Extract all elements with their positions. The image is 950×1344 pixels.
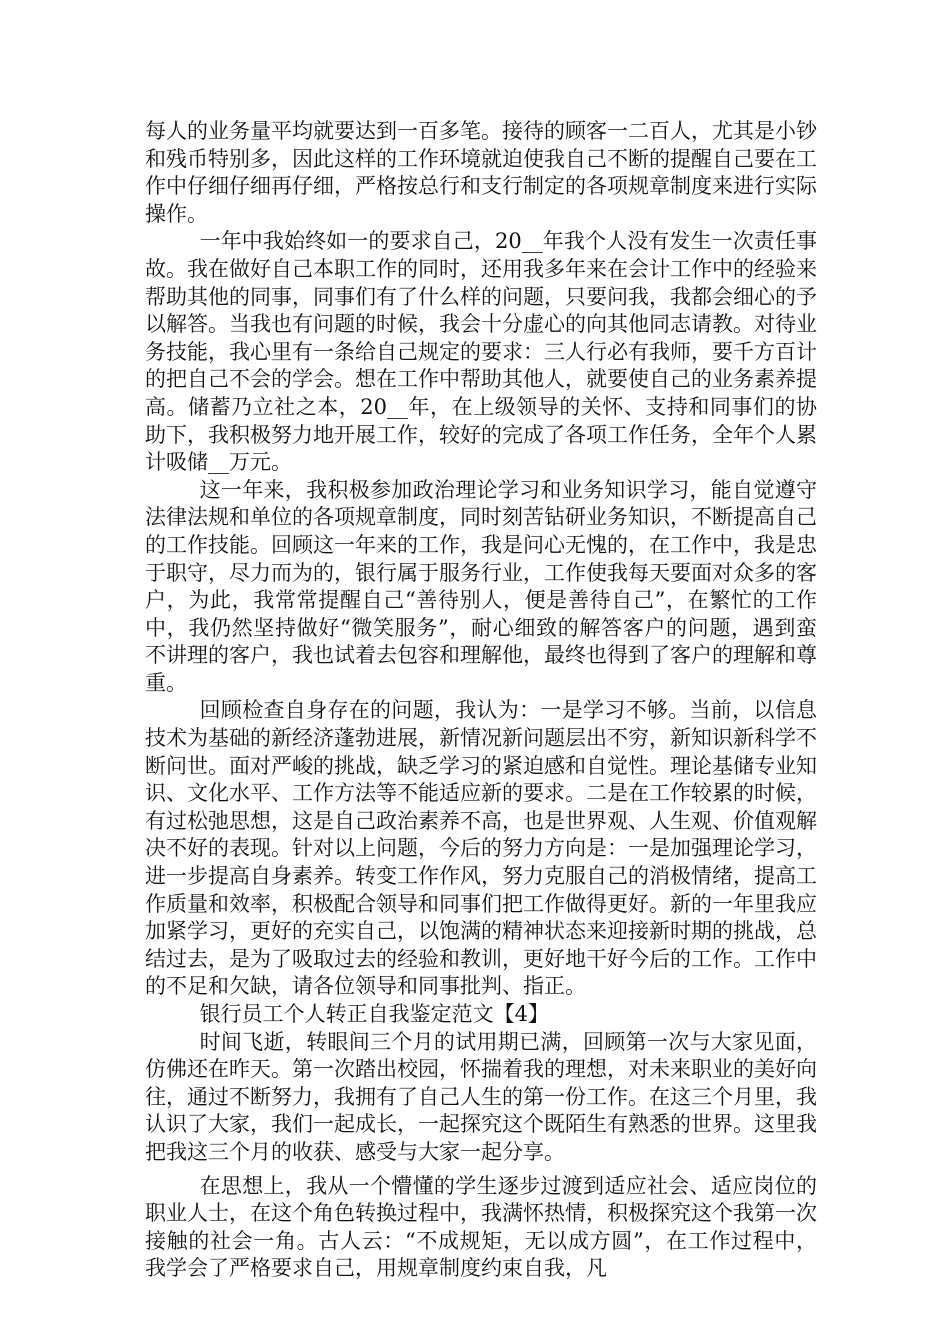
section-heading: 银行员工个人转正自我鉴定范文【4】 [199, 1002, 549, 1026]
paragraph-thinking: 在思想上，我从一个懵懂的学生逐步过渡到适应社会、适应岗位的职业人士，在这个角色转换过程中，我满怀热情，积极探究这个我第一次接触的社会一角。古人云：“不成规矩，无以成方圆”，在工作过程中，我学会了严格要求自己，用规章制度约束自我，凡 [145, 1173, 817, 1281]
paragraph-year-review: 这一年来，我积极参加政治理论学习和业务知识学习，能自觉遵守法律法规和单位的各项规章制度，同时刻苦钻研业务知识，不断提高自己的工作技能。回顾这一年来的工作，我是问心无愧的，在工作中，我是忠于职守，尽力而为的，银行属于服务行业，工作使我每天要面对众多的客户，为此，我常常提醒自己“善待别人，便是善待自己”，在繁忙的工作中，我仍然坚持做好“微笑服务”，耐心细致的解答客户的问题，遇到蛮不讲理的客户，我也试着去包容和理解他，最终也得到了客户的理解和尊重。 [145, 477, 817, 695]
paragraph-self-problems: 回顾检查自身存在的问题，我认为：一是学习不够。当前，以信息技术为基础的新经济蓬勃进展，新情况新问题层出不穷，新知识新科学不断问世。面对严峻的挑战，缺乏学习的紧迫感和自觉性。理论基储专业知识、文化水平、工作方法等不能适应新的要求。二是在工作较累的时候，有过松弛思想，这是自己政治素养不高，也是世界观、人生观、价值观解决不好的表现。针对以上问题，今后的努力方向是：一是加强理论学习，进一步提高自身素养。转变工作作风，努力克服自己的消极情绪，提高工作质量和效率，积极配合领导和同事们把工作做得更好。新的一年里我应加紧学习，更好的充实自己，以饱满的精神状态来迎接新时期的挑战，总结过去，是为了吸取过去的经验和教训，更好地干好今后的工作。工作中的不足和欠缺，请各位领导和同事批判、指正。 [145, 698, 817, 999]
paragraph-probation: 时间飞逝，转眼间三个月的试用期已满，回顾第一次与大家见面，仿佛还在昨天。第一次踏出校园，怀揣着我的理想，对未来职业的美好向往，通过不断努力，我拥有了自己人生的第一份工作。在这三个月里，我认识了大家，我们一起成长，一起探究这个既陌生有熟悉的世界。这里我把我这三个月的收获、感受与大家一起分享。 [145, 1029, 817, 1164]
paragraph-continued: 每人的业务量平均就要达到一百多笔。接待的顾客一二百人，尤其是小钞和残币特别多，因此这样的工作环境就迫使我自己不断的提醒自己要在工作中仔细仔细再仔细，严格按总行和支行制定的各项规章制度来进行实际操作。 [145, 119, 817, 226]
paragraph-no-accident: 一年中我始终如一的要求自己，20__年我个人没有发生一次责任事故。我在做好自己本职工作的同时，还用我多年来在会计工作中的经验来帮助其他的同事，同事们有了什么样的问题，只要问我，我都会细心的予以解答。当我也有问题的时候，我会十分虚心的向其他同志请教。对待业务技能，我心里有一条给自己规定的要求：三人行必有我师，要千方百计的把自己不会的学会。想在工作中帮助其他人，就要使自己的业务素养提高。储蓄乃立社之本，20__年，在上级领导的关怀、支持和同事们的协助下，我积极努力地开展工作，较好的完成了各项工作任务，全年个人累计吸储__万元。 [145, 229, 817, 475]
document-body [145, 118, 817, 1283]
